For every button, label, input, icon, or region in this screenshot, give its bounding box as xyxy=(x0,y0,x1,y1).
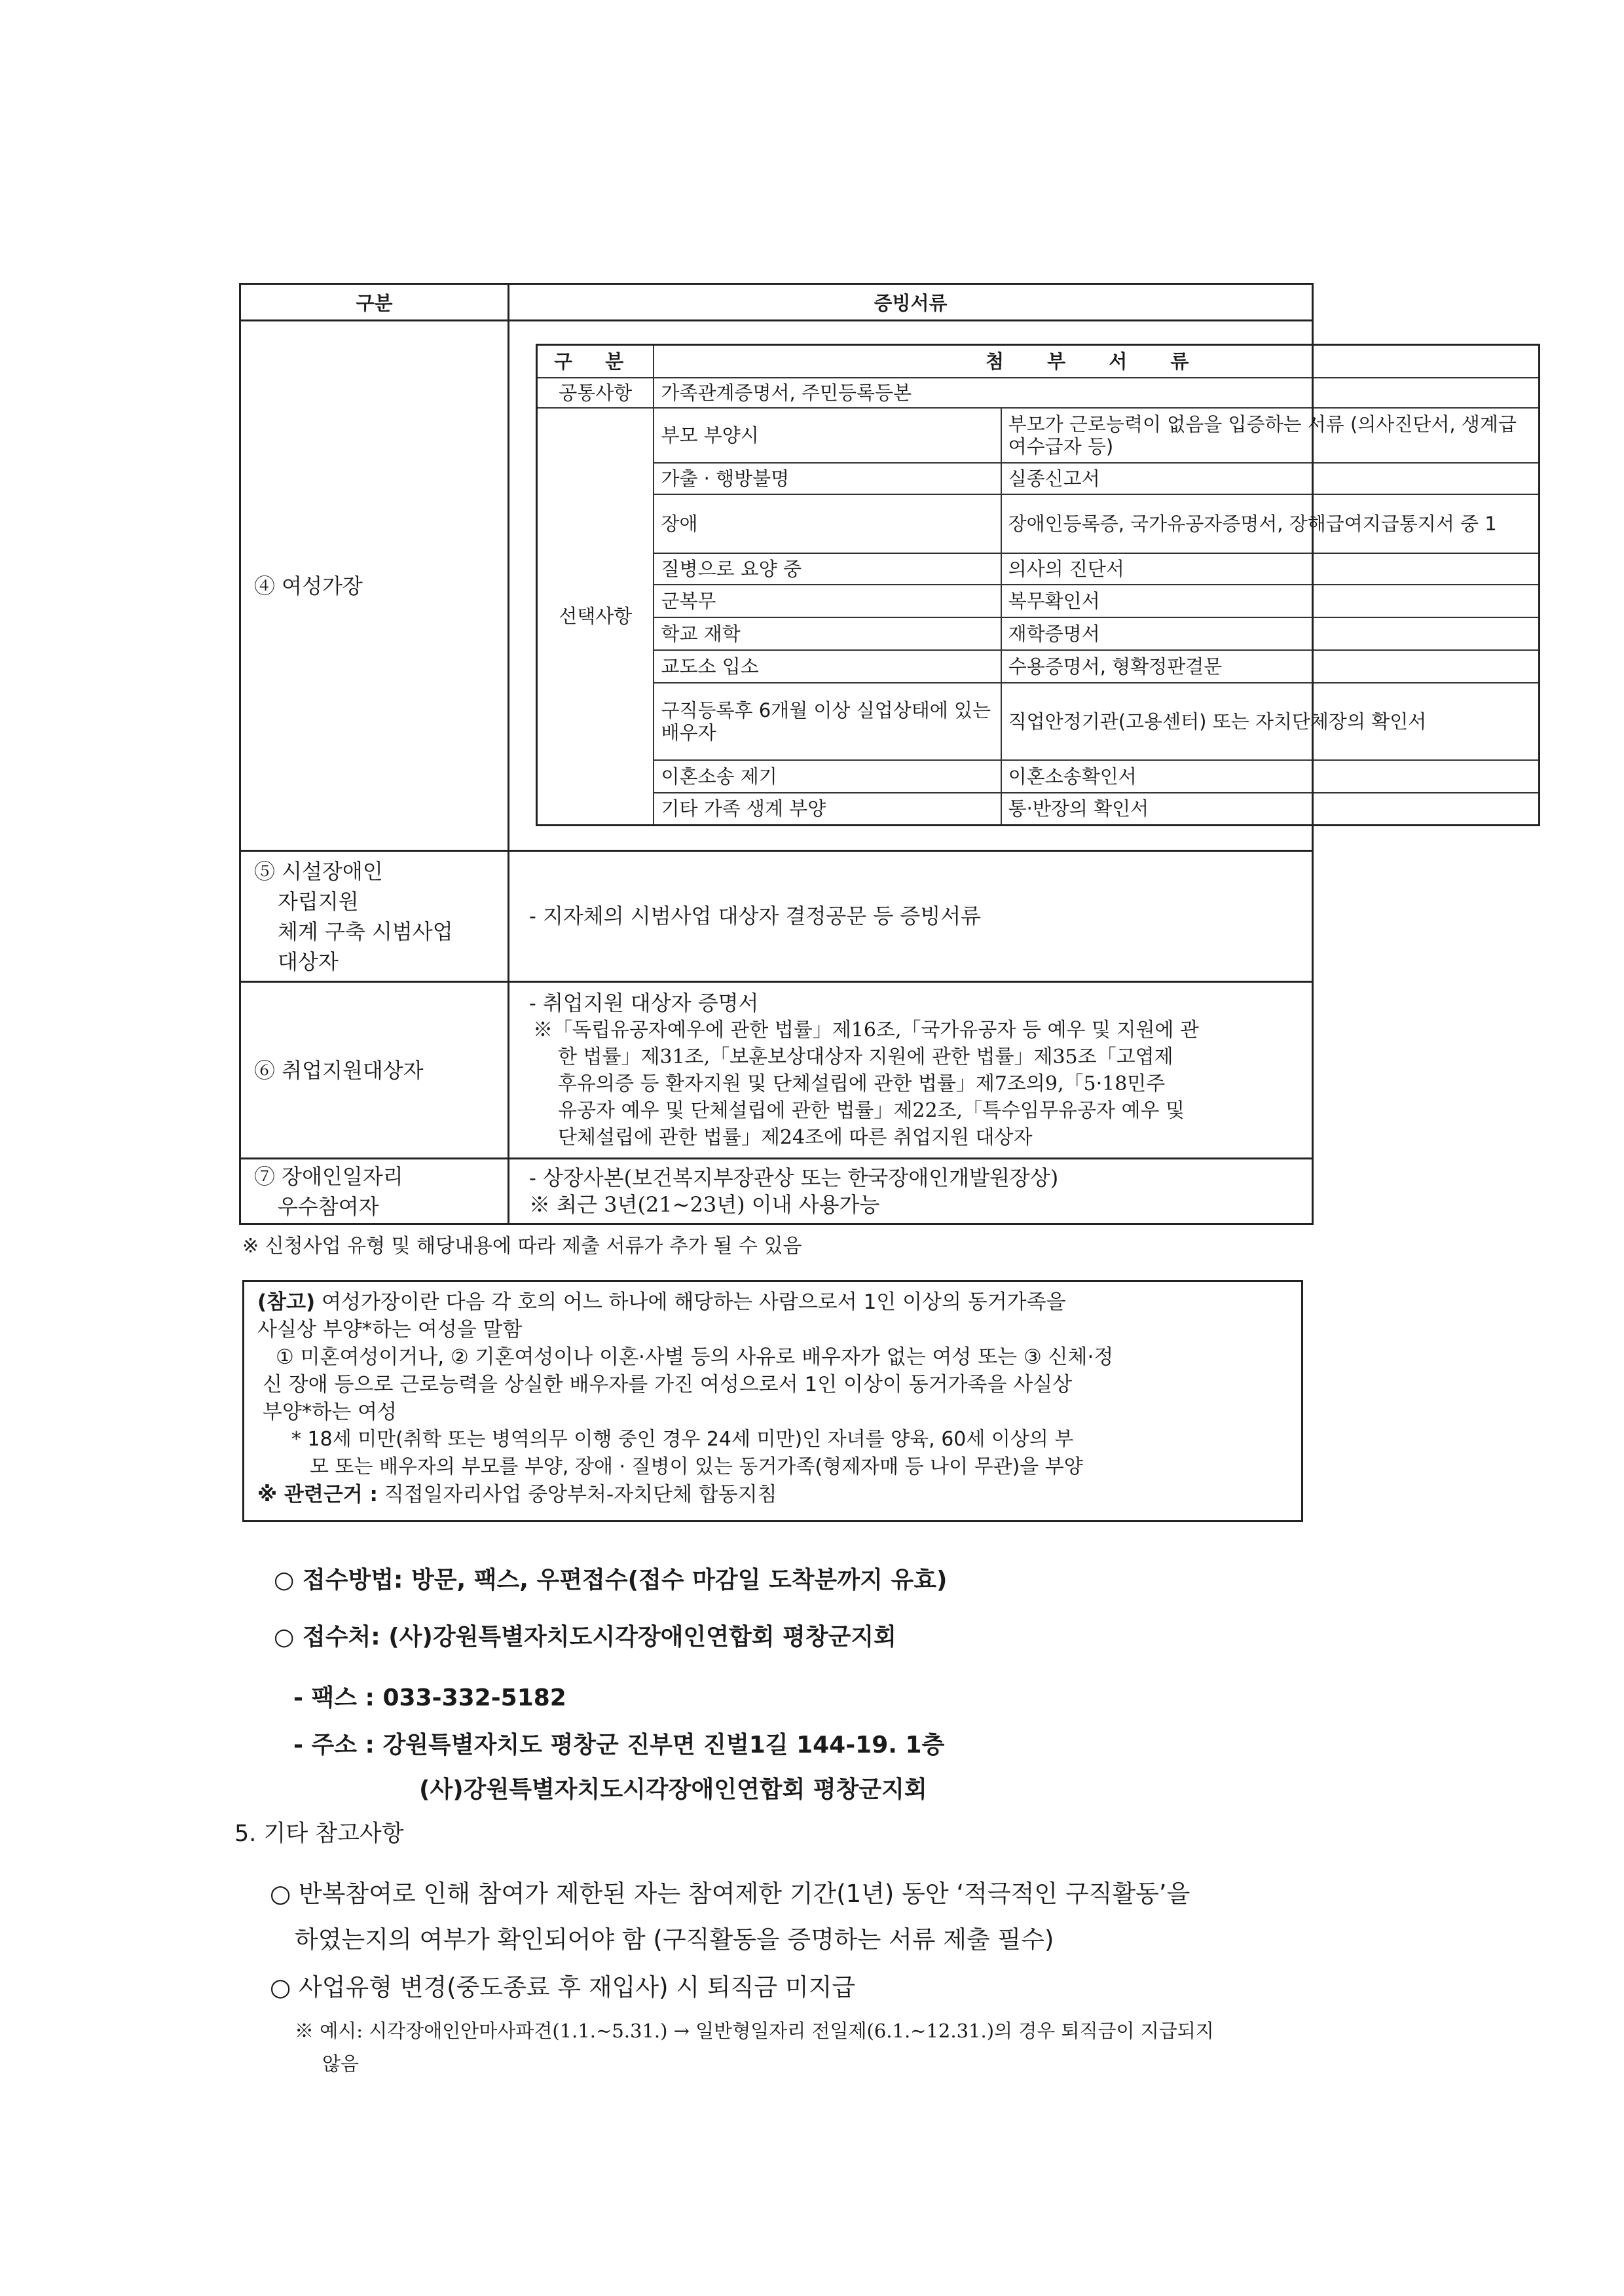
select-label: 선택사항 xyxy=(537,408,654,826)
table-footnote: ※ 신청사업 유형 및 해당내용에 따라 제출 서류가 추가 될 수 있음 xyxy=(242,1235,802,1258)
case-documents: 직업안정기관(고용센터) 또는 자치단체장의 확인서 xyxy=(1001,683,1540,760)
list-item xyxy=(537,617,1540,650)
table-row xyxy=(240,321,1313,851)
list-item xyxy=(537,650,1540,683)
excellent-participant-documents xyxy=(509,1159,1313,1224)
notice-line: 하였는지의 여부가 확인되어야 함 (구직활동을 증명하는 서류 제출 필수) xyxy=(295,1925,1054,1954)
reference-line xyxy=(257,1288,1288,1316)
common-label: 공통사항 xyxy=(537,378,654,408)
doc-line: - 취업지원 대상자 증명서 xyxy=(529,990,759,1015)
case-label: 교도소 입소 xyxy=(654,650,1001,683)
submission-fax: - 팩스 : 033-332-5182 xyxy=(293,1685,566,1711)
example-line: 않음 xyxy=(322,2052,360,2075)
inner-header-documents: 첨 부 서 류 xyxy=(654,345,1539,378)
employment-support-documents xyxy=(509,982,1313,1159)
case-label: 부모 부양시 xyxy=(654,408,1001,463)
case-label: 군복무 xyxy=(654,585,1001,617)
submission-address: - 주소 : 강원특별자치도 평창군 진부면 진벌1길 144-19. 1층 xyxy=(293,1732,945,1758)
submission-place: ○ 접수처: (사)강원특별자치도시각장애인연합회 평창군지회 xyxy=(274,1624,896,1650)
list-item xyxy=(537,793,1540,826)
reference-footnote-line: * 18세 미만(취학 또는 병역의무 이행 중인 경우 24세 미만)인 자녀를 양육, 60세 이상의 부 xyxy=(291,1428,1074,1451)
law-note-line: 한 법률」제31조,「보훈보상대상자 지원에 관한 법률」제35조「고엽제 xyxy=(558,1045,1173,1068)
case-label: 이혼소송 제기 xyxy=(654,760,1001,793)
table-row xyxy=(240,982,1313,1159)
female-head-documents-cell xyxy=(509,321,1517,851)
list-item xyxy=(537,585,1540,617)
reference-footnote-line: 모 또는 배우자의 부모를 부양, 장애 · 질병이 있는 동거가족(형제자매 등 나이 무관)을 부양 xyxy=(310,1455,1083,1478)
section-title: 5. 기타 참고사항 xyxy=(234,1821,404,1847)
category-line: 우수참여자 xyxy=(278,1194,379,1219)
case-documents: 재학증명서 xyxy=(1001,617,1540,650)
case-documents: 의사의 진단서 xyxy=(1001,553,1540,585)
case-documents: 장애인등록증, 국가유공자증명서, 장해급여지급통지서 중 1 xyxy=(1001,494,1540,553)
category-line: ⑤ 시설장애인 xyxy=(254,858,383,884)
case-documents: 통·반장의 확인서 xyxy=(1001,793,1540,826)
list-item xyxy=(537,408,1540,463)
category-line: 대상자 xyxy=(278,949,339,974)
case-documents: 부모가 근로능력이 없음을 입증하는 서류 (의사진단서, 생계급여수급자 등) xyxy=(1001,408,1540,463)
reference-text: 여성가장이란 다음 각 호의 어느 하나에 해당하는 사람으로서 1인 이상의 동거가족을 xyxy=(315,1290,1066,1314)
law-note-line: 유공자 예우 및 단체설립에 관한 법률」제22조,「특수임무유공자 예우 및 xyxy=(558,1099,1185,1122)
doc-line: - 상장사본(보건복지부장관상 또는 한국장애인개발원장상) xyxy=(529,1165,1059,1190)
basis-text: 직접일자리사업 중앙부처-자치단체 합동지침 xyxy=(377,1483,777,1506)
category-employment-support: ⑥ 취업지원대상자 xyxy=(240,982,509,1159)
reference-line: 사실상 부양*하는 여성을 말함 xyxy=(257,1318,523,1341)
inner-header-category: 구 분 xyxy=(537,345,654,378)
reference-line: ① 미혼여성이거나, ② 기혼여성이나 이혼·사별 등의 사유로 배우자가 없는 여성 또는 ③ 신체·정 xyxy=(276,1345,1114,1369)
table-header-category: 구분 xyxy=(240,284,509,321)
reference-basis xyxy=(257,1481,1288,1508)
case-label: 가출 · 행방불명 xyxy=(654,463,1001,494)
case-label: 구직등록후 6개월 이상 실업상태에 있는 배우자 xyxy=(654,683,1001,760)
case-label: 학교 재학 xyxy=(654,617,1001,650)
category-line: 체계 구축 시범사업 xyxy=(278,919,453,944)
list-item xyxy=(537,463,1540,494)
category-female-head: ④ 여성가장 xyxy=(240,321,509,851)
case-label: 질병으로 요양 중 xyxy=(654,553,1001,585)
facility-disabled-documents: - 지자체의 시범사업 대상자 결정공문 등 증빙서류 xyxy=(509,851,1313,982)
case-documents: 복무확인서 xyxy=(1001,585,1540,617)
submission-method: ○ 접수방법: 방문, 팩스, 우편접수(접수 마감일 도착분까지 유효) xyxy=(274,1567,948,1594)
list-item xyxy=(537,683,1540,760)
category-excellent-participant xyxy=(240,1159,509,1224)
reference-line: 신 장애 등으로 근로능력을 상실한 배우자를 가진 여성으로서 1인 이상이 동거가족을 사실상 xyxy=(263,1373,1073,1396)
basis-label: ※ 관련근거 : xyxy=(257,1483,378,1506)
case-documents: 수용증명서, 형확정판결문 xyxy=(1001,650,1540,683)
case-documents: 실종신고서 xyxy=(1001,463,1540,494)
notice-line: ○ 반복참여로 인해 참여가 제한된 자는 참여제한 기간(1년) 동안 ‘적극적인 구직활동’을 xyxy=(270,1880,1190,1908)
category-line: 자립지원 xyxy=(278,888,359,914)
category-facility-disabled xyxy=(240,851,509,982)
case-label: 기타 가족 생계 부양 xyxy=(654,793,1001,826)
list-item xyxy=(537,760,1540,793)
table-header-documents: 증빙서류 xyxy=(509,284,1313,321)
law-note-line: 후유의증 등 환자지원 및 단체설립에 관한 법률」제7조의9,「5·18민주 xyxy=(558,1072,1166,1095)
notice-line: ○ 사업유형 변경(중도종료 후 재입사) 시 퇴직금 미지급 xyxy=(270,1973,856,2001)
case-documents: 이혼소송확인서 xyxy=(1001,760,1540,793)
category-line: ⑦ 장애인일자리 xyxy=(254,1163,403,1189)
reference-line: 부양*하는 여성 xyxy=(263,1400,397,1424)
common-documents: 가족관계증명서, 주민등록등본 xyxy=(654,378,1539,408)
reference-lead: (참고) xyxy=(257,1290,316,1314)
female-head-documents-table xyxy=(536,344,1540,826)
table-row xyxy=(240,851,1313,982)
example-line: ※ 예시: 시각장애인안마사파견(1.1.~5.31.) → 일반형일자리 전일제(6.1.~12.31.)의 경우 퇴직금이 지급되지 xyxy=(295,2020,1214,2042)
evidence-documents-table xyxy=(239,283,1517,1225)
law-note-line: 단체설립에 관한 법률」제24조에 따른 취업지원 대상자 xyxy=(558,1125,1033,1149)
case-label: 장애 xyxy=(654,494,1001,553)
submission-address-org: (사)강원특별자치도시각장애인연합회 평창군지회 xyxy=(419,1776,927,1803)
law-note-line: ※「독립유공자예우에 관한 법률」제16조,「국가유공자 등 예우 및 지원에 관 xyxy=(533,1018,1199,1042)
table-row xyxy=(240,1159,1313,1224)
doc-note-line: ※ 최근 3년(21~23년) 이내 사용가능 xyxy=(529,1192,880,1217)
list-item xyxy=(537,553,1540,585)
reference-box xyxy=(242,1280,1303,1522)
list-item xyxy=(537,494,1540,553)
